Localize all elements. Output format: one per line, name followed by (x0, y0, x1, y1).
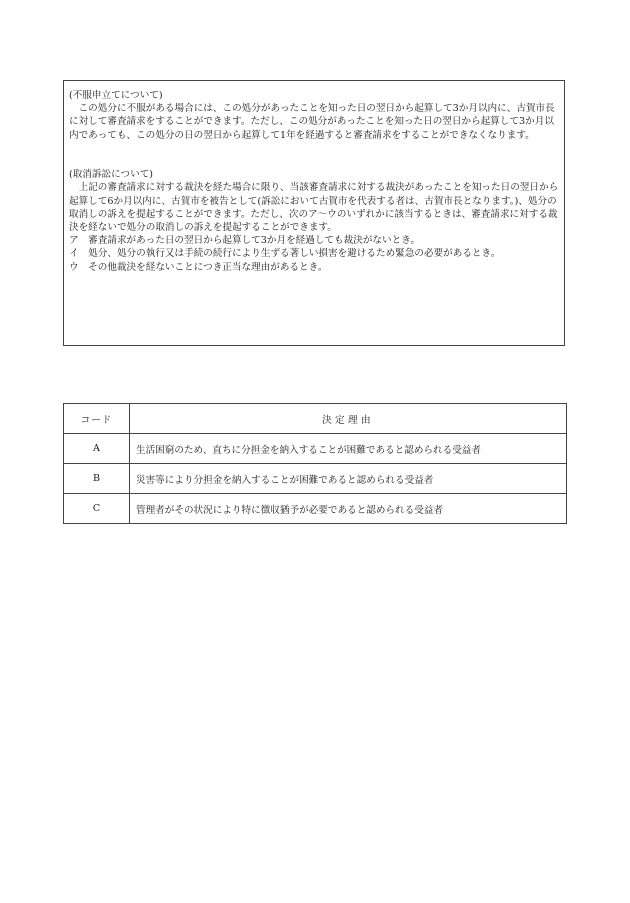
section-spacer (69, 142, 559, 155)
lawsuit-heading: (取消訴訟について) (69, 169, 154, 181)
lawsuit-body: 上記の審査請求に対する裁決を経た場合に限り、当該審査請求に対する裁決があったことを知った日の翌日から起算して6か月以内に、古賀市を被告として(訴訟において古賀市を代表する者は、古賀市長となります。)、処分の取消しの訴えを提起することができます。ただし、次のア〜ウのいずれかに該当するときは、審査請求に対する裁決を経ないで処分の取消しの訴えを提起することができます。 (69, 182, 559, 233)
appeal-notice-box (63, 80, 565, 346)
row-reason: 災害等により分担金を納入することが困難であると認められる受益者 (130, 464, 567, 494)
table-row (64, 494, 567, 524)
lawsuit-item-u: ウ その他裁決を経ないことにつき正当な理由があるとき。 (69, 261, 328, 273)
lawsuit-item-a: ア 審査請求があった日の翌日から起算して3か月を経過しても裁決がないとき。 (69, 235, 420, 247)
row-code: A (64, 434, 130, 464)
objection-body: この処分に不服がある場合には、この処分があったことを知った日の翌日から起算して3か月以内に、古賀市長に対して審査請求をすることができます。ただし、この処分があったことを知った日の翌日から起算して3か月以内であっても、この処分の日の翌日から起算して1年を経過すると審査請求をすることができなくなります。 (69, 103, 555, 141)
row-reason: 生活困窮のため、直ちに分担金を納入することが困難であると認められる受益者 (130, 434, 567, 464)
section-spacer (69, 155, 559, 168)
column-header-code: コード (64, 404, 130, 434)
table-row (64, 464, 567, 494)
column-header-reason: 決定理由 (130, 404, 567, 434)
row-reason: 管理者がその状況により特に徴収猶予が必要であると認められる受益者 (130, 494, 567, 524)
table-header-row (64, 404, 567, 434)
table-row (64, 434, 567, 464)
lawsuit-item-i: イ 処分、処分の執行又は手続の続行により生ずる著しい損害を避けるため緊急の必要があるとき。 (69, 248, 501, 260)
objection-heading: (不服申立てについて) (69, 90, 163, 101)
row-code: B (64, 464, 130, 494)
row-code: C (64, 494, 130, 524)
decision-reason-table (63, 403, 567, 524)
